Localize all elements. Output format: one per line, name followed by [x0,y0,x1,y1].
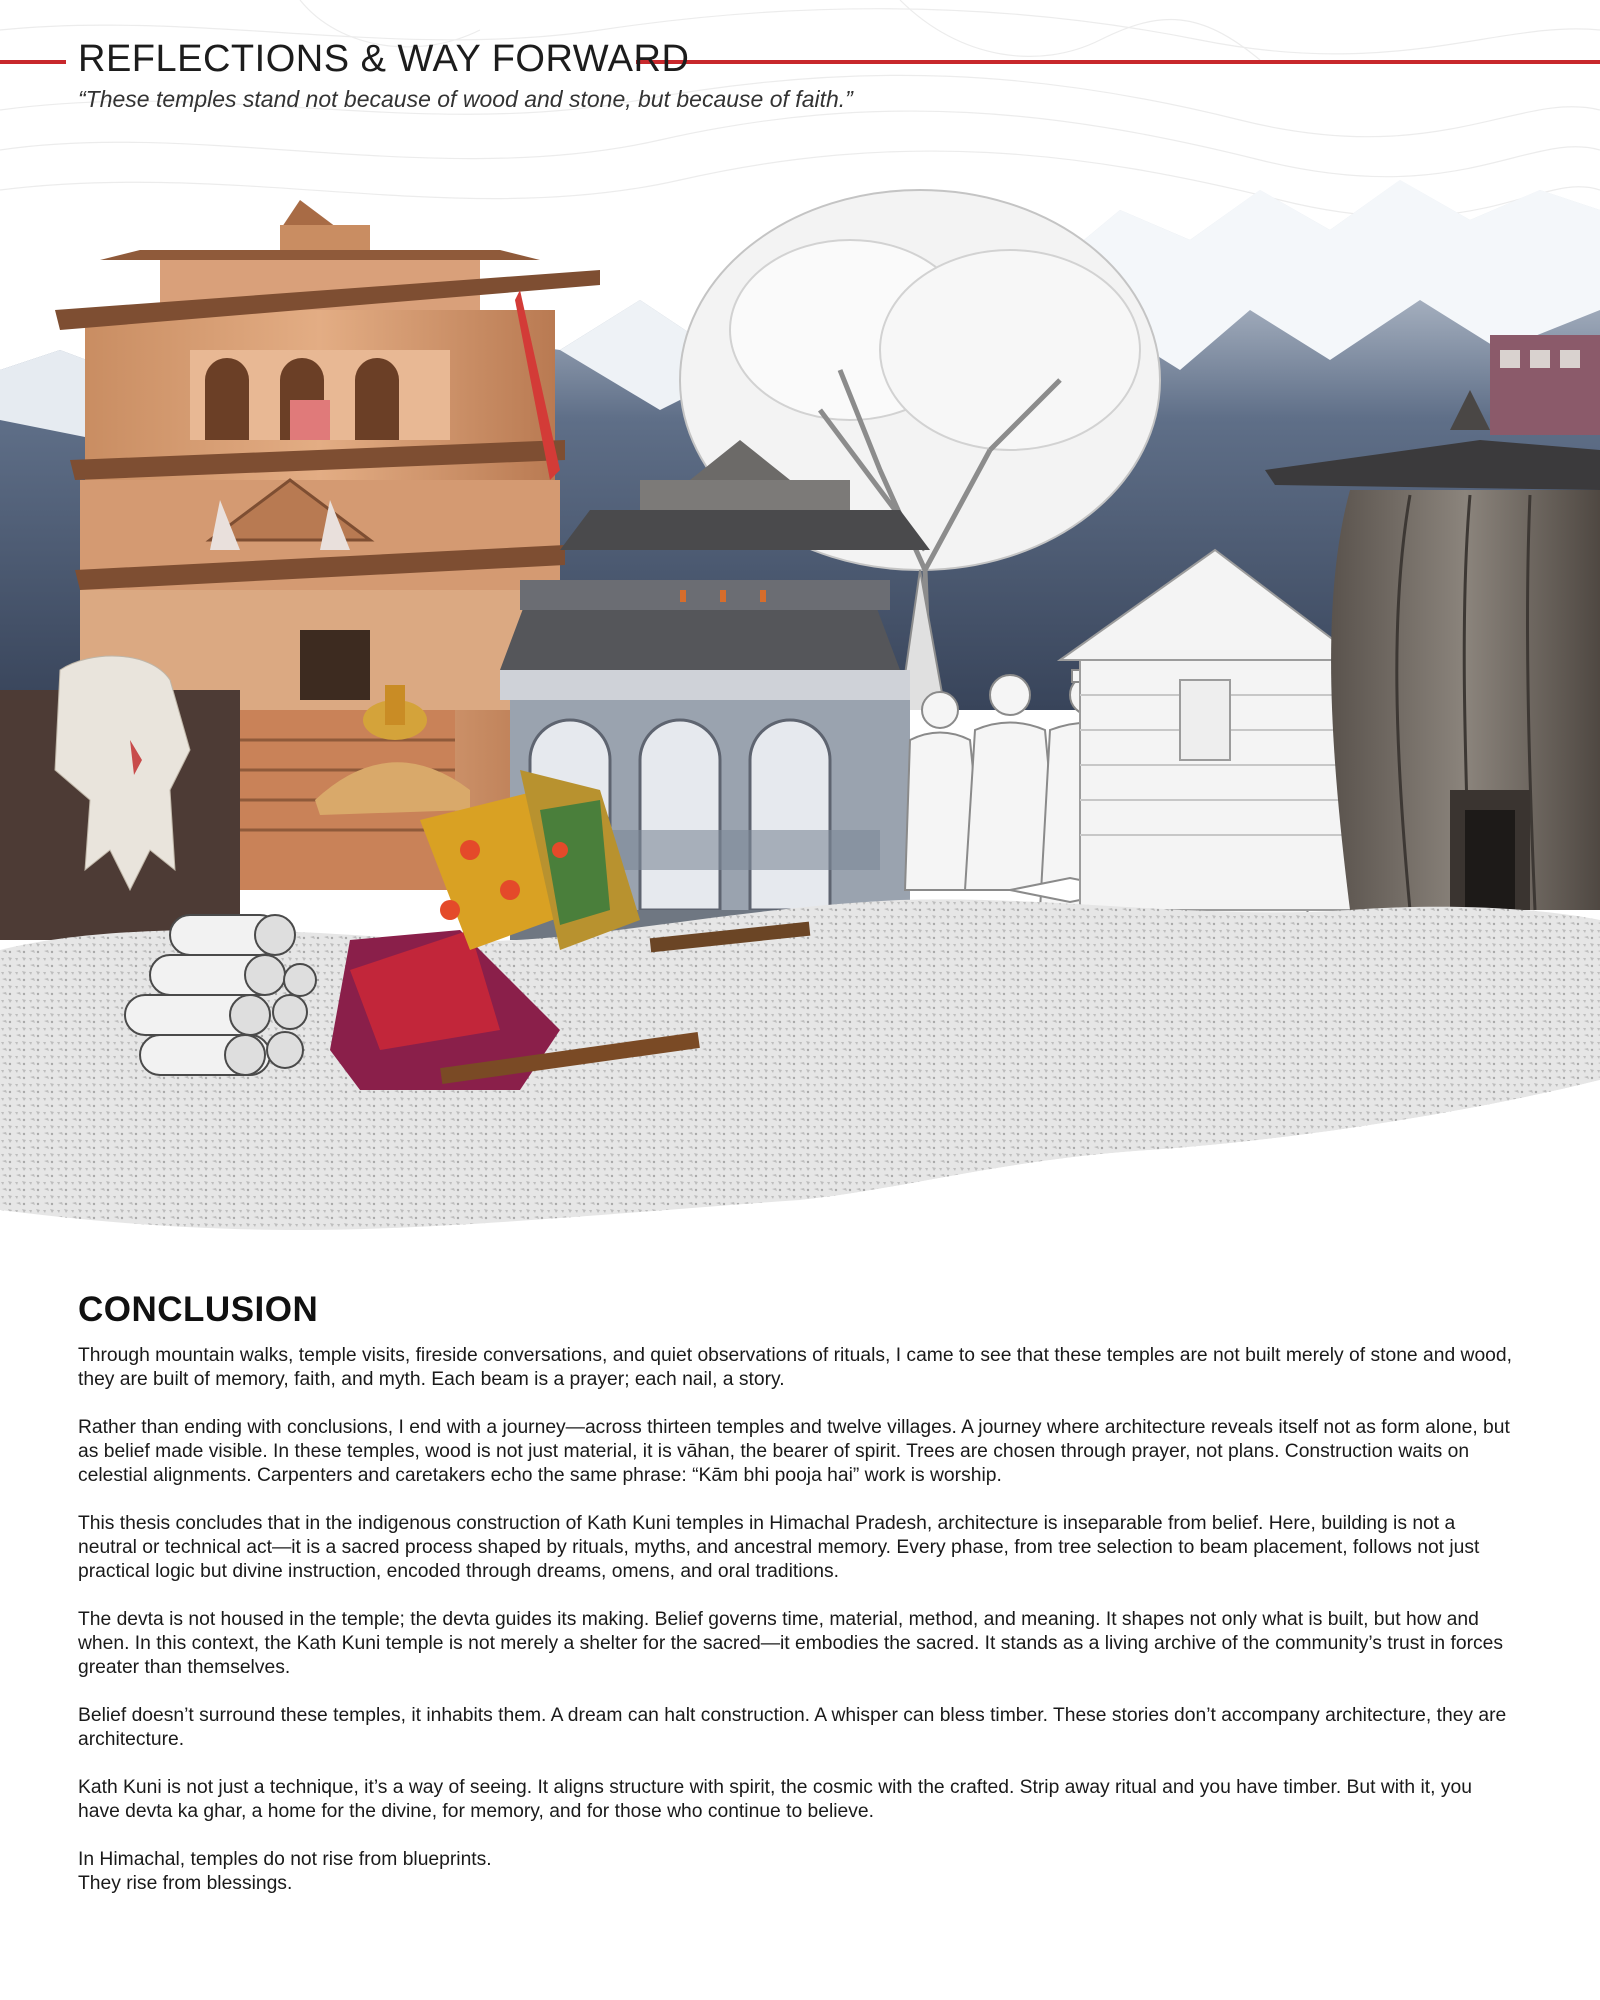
closing-line: They rise from blessings. [78,1873,293,1894]
header-rule-left [0,60,66,64]
stone-wall-with-hide [0,656,240,940]
conclusion-paragraph: The devta is not housed in the temple; the devta guides its making. Belief governs time, material, method, and meaning. It shapes not only what is built, but how and when. In this context, the Kath Kuni temple is not merely a shelter for the sacred—it embodies the sacred. It stands as a living archive of the community’s trust in forces greater than themselves. [78,1609,1503,1678]
temple-collage [0,150,1600,1280]
conclusion-heading: CONCLUSION [78,1290,319,1329]
page-quote: “These temples stand not because of wood and stone, but because of faith.” [78,86,853,112]
temple-collage-illustration [0,150,1600,1280]
conclusion-paragraph: Belief doesn’t surround these temples, it inhabits them. A dream can halt construction. A whisper can bless timber. These stories don’t accompany architecture, they are architecture. [78,1705,1507,1750]
conclusion-paragraph: This thesis concludes that in the indigenous construction of Kath Kuni temples in Himachal Pradesh, architecture is inseparable from belief. Here, building is not a neutral or technical act—it is a sacred process shaped by rituals, myths, and ancestral memory. Every phase, from tree selection to beam placement, follows not just practical logic but divine instruction, encoded through dreams, omens, and oral traditions. [78,1513,1480,1582]
page-title: REFLECTIONS & WAY FORWARD [78,38,690,80]
conclusion-paragraph: Rather than ending with conclusions, I end with a journey—across thirteen temples and twelve villages. A journey where architecture reveals itself not as form alone, but as belief made visible. In these temples, wood is not just material, it is vāhan, the bearer of spirit. Trees are chosen through prayer, not plans. Construction waits on celestial alignments. Carpenters and caretakers echo the same phrase: “Kām bhi pooja hai” work is worship. [78,1417,1510,1486]
closing-lines [78,1848,1518,1896]
conclusion-section [78,1290,1518,1896]
conclusion-paragraph: Through mountain walks, temple visits, fireside conversations, and quiet observations of rituals, I came to see that these temples are not built merely of stone and wood, they are built of memory, faith, and myth. Each beam is a prayer; each nail, a story. [78,1345,1512,1390]
header-rule-right [636,60,1600,64]
closing-line: In Himachal, temples do not rise from blueprints. [78,1849,492,1870]
conclusion-paragraph: Kath Kuni is not just a technique, it’s a way of seeing. It aligns structure with spirit, the cosmic with the crafted. Strip away ritual and you have timber. But with it, you have devta ka ghar, a home for the divine, for memory, and for those who continue to believe. [78,1777,1472,1822]
